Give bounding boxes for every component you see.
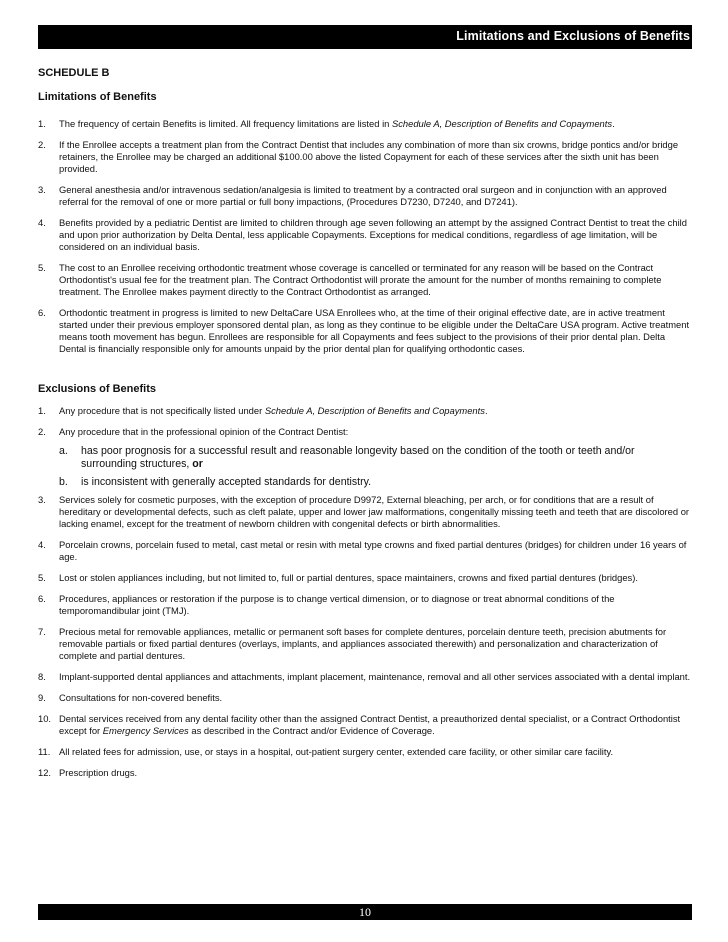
sub-list: [59, 445, 692, 489]
item-text: [59, 626, 666, 661]
item-text-main: Consultations for non-covered benefits.: [59, 692, 223, 703]
item-text: [59, 692, 222, 703]
item-text-main: Dental services received from any dental facility other than the assigned Contract Dentist, a preauthorized dental specialist, or a Contract Orthodontist except for: [59, 713, 681, 736]
list-item: [38, 713, 692, 737]
sub-item-letter: b.: [59, 476, 68, 488]
list-item: [38, 184, 692, 208]
sub-item-text-main: is inconsistent with generally accepted standards for dentistry.: [81, 476, 372, 488]
item-number: 7.: [38, 626, 46, 637]
item-number: 8.: [38, 671, 46, 682]
limitations-list: [38, 118, 692, 355]
item-number: 4.: [38, 539, 46, 550]
exclusions-list: [38, 405, 692, 779]
item-text-italic: Schedule A, Description of Benefits and Copayments: [391, 118, 613, 129]
item-text: [59, 184, 667, 207]
list-item: [38, 139, 692, 175]
item-text-tail: .: [484, 405, 488, 416]
item-number: 11.: [38, 746, 51, 757]
schedule-label: SCHEDULE B: [38, 67, 110, 79]
item-number: 3.: [38, 184, 46, 195]
item-text-main: Services solely for cosmetic purposes, with the exception of procedure D9972, External bleaching, per arch, or for conditions that are a result of hereditary or developmental defects, such as cleft palate, upper and lower jaw malformations, congenitally missing teeth and teeth that are discolored or lacking enamel, except for the treatment of newborn children with congenital defects or birth abnormalities.: [59, 494, 690, 529]
item-text-main: Implant-supported dental appliances and attachments, implant placement, maintenance, removal and all other services associated with a dental implant.: [59, 671, 691, 682]
list-item: [38, 118, 692, 130]
list-item: [38, 626, 692, 662]
list-item: [38, 539, 692, 563]
item-number: 6.: [38, 593, 46, 604]
footer-bar: [38, 904, 692, 920]
list-item: [38, 767, 692, 779]
item-number: 5.: [38, 572, 46, 583]
item-text: [59, 405, 488, 416]
sub-list-item: [59, 476, 692, 489]
item-text: [59, 494, 689, 529]
list-item: [38, 692, 692, 704]
sub-item-letter: a.: [59, 445, 68, 457]
item-text: [59, 426, 348, 437]
item-text-main: Benefits provided by a pediatric Dentist are limited to children through age seven following an attempt by the assigned Contract Dentist to treat the child and upon prior authorization by Delta Dental, less applicable Copayments. Exceptions for medical conditions, regardless of age limitation, will be considered on an individual basis.: [59, 217, 687, 252]
item-text: [59, 217, 687, 252]
item-text-main: The cost to an Enrollee receiving orthodontic treatment whose coverage is cancelled or terminated for any reason will be based on the Contract Orthodontist's usual fee for the treatment plan. The Contract Orthodontist will prorate the amount for the number of months remaining to complete treatment. The Enrollee makes payment directly to the Contract Orthodontist as arranged.: [59, 262, 662, 297]
item-number: 2.: [38, 426, 46, 437]
limitations-heading: Limitations of Benefits: [38, 91, 157, 103]
item-number: 5.: [38, 262, 46, 273]
item-text: [59, 307, 689, 354]
item-text-tail: as described in the Contract and/or Evidence of Coverage.: [188, 725, 435, 736]
item-text: [59, 118, 615, 129]
item-text-italic: Emergency Services: [102, 725, 189, 736]
item-number: 2.: [38, 139, 46, 150]
list-item: [38, 217, 692, 253]
page-header-title: Limitations and Exclusions of Benefits: [456, 29, 690, 43]
header-bar: [38, 25, 692, 49]
list-item: [38, 593, 692, 617]
item-text-main: All related fees for admission, use, or stays in a hospital, out-patient surgery center, extended care facility, or other similar care facility.: [59, 746, 614, 757]
item-number: 6.: [38, 307, 46, 318]
item-text-main: The frequency of certain Benefits is limited. All frequency limitations are listed in: [59, 118, 392, 129]
item-text-main: Any procedure that in the professional opinion of the Contract Dentist:: [59, 426, 349, 437]
item-number: 1.: [38, 118, 46, 129]
item-number: 4.: [38, 217, 46, 228]
sub-item-text-main: has poor prognosis for a successful result and reasonable longevity based on the condition of the tooth or teeth and/or surrounding structures,: [81, 445, 635, 470]
item-text-main: Porcelain crowns, porcelain fused to metal, cast metal or resin with metal type crowns and fixed partial dentures (bridges) for children under 16 years of age.: [59, 539, 687, 562]
item-text: [59, 713, 680, 736]
sub-item-text-bold: or: [192, 458, 203, 470]
item-text-main: Prescription drugs.: [59, 767, 138, 778]
item-text: [59, 767, 137, 778]
item-number: 1.: [38, 405, 46, 416]
item-number: 9.: [38, 692, 46, 703]
item-text: [59, 593, 615, 616]
item-text-main: If the Enrollee accepts a treatment plan from the Contract Dentist that includes any combination of more than six crowns, bridge pontics and/or bridge retainers, the Enrollee may be charged an additional $100.00 above the listed Copayment for each of these services after the sixth unit has been provided.: [59, 139, 679, 174]
item-number: 12.: [38, 767, 52, 778]
list-item: [38, 426, 692, 489]
item-text-main: Procedures, appliances or restoration if the purpose is to change vertical dimension, or to diagnose or treat abnormal conditions of the temporomandibular joint (TMJ).: [59, 593, 615, 616]
list-item: [38, 262, 692, 298]
exclusions-heading: Exclusions of Benefits: [38, 383, 156, 395]
list-item: [38, 671, 692, 683]
document-body: [38, 67, 692, 779]
list-item: [38, 746, 692, 758]
sub-item-text: [81, 445, 635, 470]
item-number: 10.: [38, 713, 52, 724]
item-text-main: General anesthesia and/or intravenous sedation/analgesia is limited to treatment by a contracted oral surgeon and in conjunction with an approved referral for the removal of one or more partial or full bony impactions, (Procedures D7230, D7240, and D7241).: [59, 184, 667, 207]
item-text: [59, 539, 686, 562]
item-text: [59, 139, 678, 174]
item-text: [59, 262, 661, 297]
item-text: [59, 572, 638, 583]
list-item: [38, 307, 692, 355]
item-text: [59, 671, 690, 682]
item-text-main: Precious metal for removable appliances, metallic or permanent soft bases for complete dentures, porcelain denture teeth, precision abutments for removable partials or fixed partial dentures (overlays, implants, and appliances associated therewith) and personalization and characterization of complete and partial dentures.: [59, 626, 667, 661]
item-number: 3.: [38, 494, 46, 505]
item-text-italic: Schedule A, Description of Benefits and Copayments: [264, 405, 485, 416]
list-item: [38, 572, 692, 584]
page-number: 10: [359, 905, 371, 919]
list-item: [38, 494, 692, 530]
item-text: [59, 746, 613, 757]
sub-item-text: [81, 476, 371, 488]
list-item: [38, 405, 692, 417]
item-text-tail: .: [612, 118, 615, 129]
sub-list-item: [59, 445, 692, 471]
item-text-main: Orthodontic treatment in progress is limited to new DeltaCare USA Enrollees who, at the time of their original effective date, are in active treatment started under their previous employer sponsored dental plan, as long as they continue to be eligible under the DeltaCare USA program. Active treatment means tooth movement has begun. Enrollees are responsible for all Copayments and fees subject to the provisions of their prior dental plan. Delta Dental is financially responsible only for amounts unpaid by the prior dental plan for qualifying orthodontic cases.: [59, 307, 690, 354]
item-text-main: Any procedure that is not specifically listed under: [59, 405, 265, 416]
item-text-main: Lost or stolen appliances including, but not limited to, full or partial dentures, space maintainers, crowns and fixed partial dentures (bridges).: [59, 572, 638, 583]
